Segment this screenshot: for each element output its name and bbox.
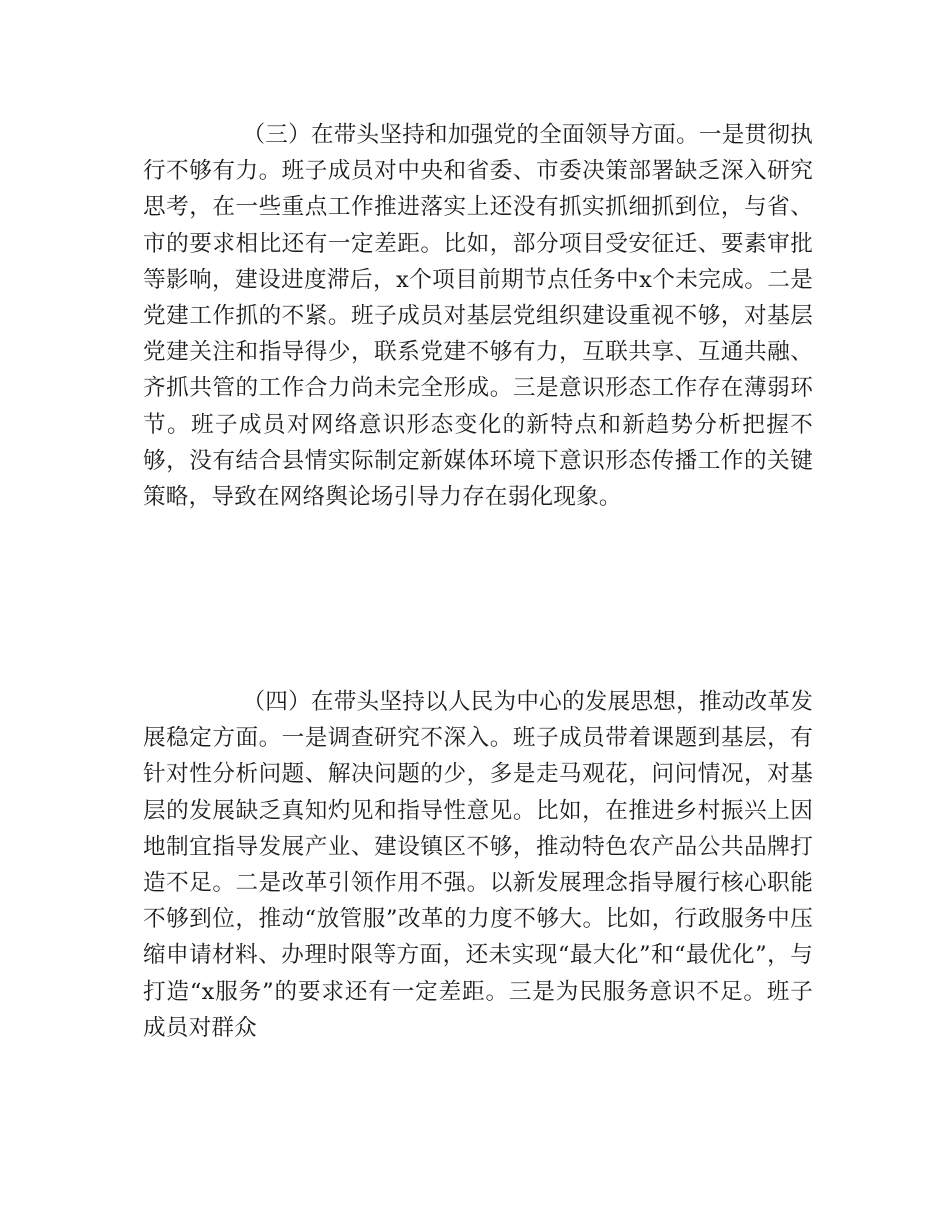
- paragraph-section-3: （三）在带头坚持和加强党的全面领导方面。一是贯彻执行不够有力。班子成员对中央和省委、市委决策部署缺乏深入研究思考，在一些重点工作推进落实上还没有抓实抓细抓到位，与省、市的要求相比还有一定差距。比如，部分项目受安征迁、要素审批等影响，建设进度滞后，x个项目前期节点任务中x个未完成。二是党建工作抓的不紧。班子成员对基层党组织建设重视不够，对基层党建关注和指导得少，联系党建不够有力，互联共享、互通共融、齐抓共管的工作合力尚未完全形成。三是意识形态工作存在薄弱环节。班子成员对网络意识形态变化的新特点和新趋势分析把握不够，没有结合县情实际制定新媒体环境下意识形态传播工作的关键策略，导致在网络舆论场引导力存在弱化现象。: [143, 122, 813, 511]
- paragraph-section-4: （四）在带头坚持以人民为中心的发展思想，推动改革发展稳定方面。一是调查研究不深入。班子成员带着课题到基层，有针对性分析问题、解决问题的少，多是走马观花，问问情况，对基层的发展缺乏真知灼见和指导性意见。比如，在推进乡村振兴上因地制宜指导发展产业、建设镇区不够，推动特色农产品公共品牌打造不足。二是改革引领作用不强。以新发展理念指导履行核心职能不够到位，推动“放管服”改革的力度不够大。比如，行政服务中压缩申请材料、办理时限等方面，还未实现“最大化”和“最优化”，与打造“x服务”的要求还有一定差距。三是为民服务意识不足。班子成员对群众: [143, 689, 813, 1041]
